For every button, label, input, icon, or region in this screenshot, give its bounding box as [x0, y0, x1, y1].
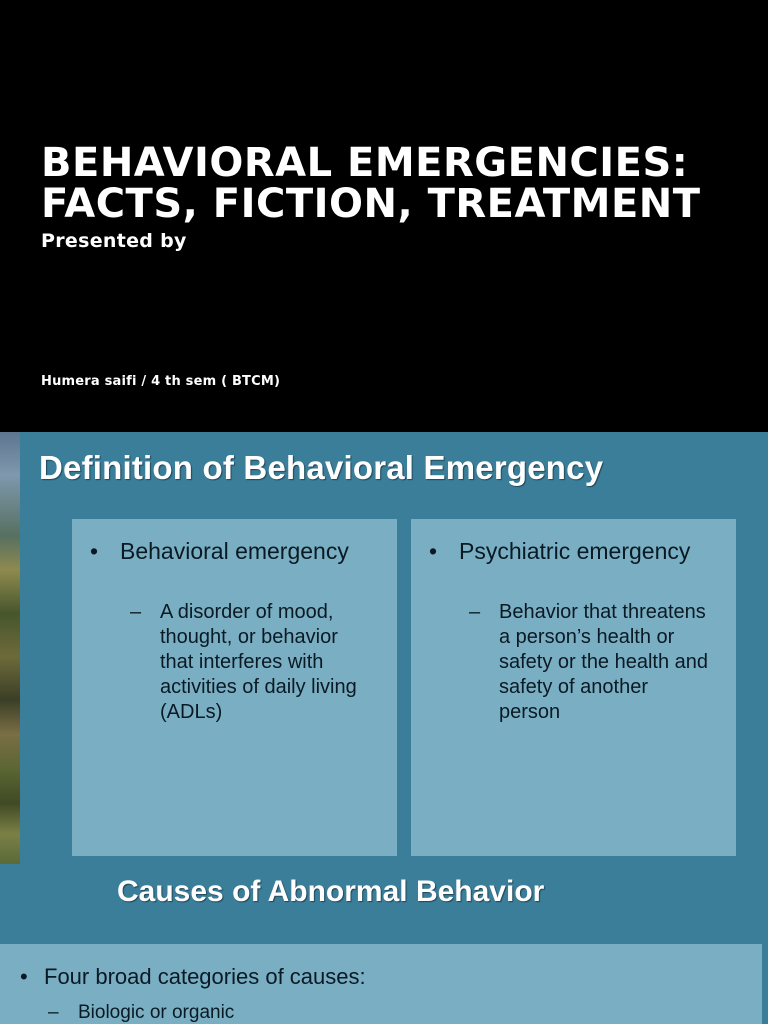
- causes-bullet-text: Four broad categories of causes:: [44, 964, 366, 989]
- panel-sub-bullet: [130, 600, 370, 725]
- dash-marker: –: [130, 601, 142, 623]
- title-line-1: BEHAVIORAL EMERGENCIES:: [41, 140, 689, 186]
- bullet-text: Psychiatric emergency: [459, 538, 691, 564]
- presented-by: Presented by: [41, 230, 187, 252]
- psychiatric-emergency-panel: [411, 519, 736, 856]
- panel-bullet: [429, 537, 699, 566]
- causes-bullet: [20, 963, 366, 991]
- title-line-2: FACTS, FICTION, TREATMENT: [41, 181, 701, 227]
- presentation-title: [41, 140, 701, 227]
- behavioral-emergency-panel: [72, 519, 397, 856]
- bullet-marker: •: [20, 964, 28, 989]
- panel-bullet: [90, 537, 360, 566]
- sub-bullet-text: A disorder of mood, thought, or behavior that interferes with activities of daily living (ADLs): [160, 601, 357, 723]
- panel-sub-bullet: [469, 600, 709, 725]
- bullet-marker: •: [429, 538, 438, 564]
- definition-slide: [0, 432, 768, 1024]
- title-slide: [0, 0, 768, 432]
- definition-heading: Definition of Behavioral Emergency: [39, 449, 604, 486]
- bullet-marker: •: [90, 538, 99, 564]
- background-photo-strip: [0, 432, 20, 864]
- sub-bullet-text: Behavior that threatens a person’s health or safety or the health and safety of another person: [499, 601, 709, 723]
- dash-marker: –: [48, 1002, 59, 1023]
- causes-heading: Causes of Abnormal Behavior: [117, 875, 545, 908]
- causes-sub-bullet: [48, 1001, 234, 1024]
- bullet-text: Behavioral emergency: [120, 538, 349, 564]
- dash-marker: –: [469, 601, 481, 623]
- causes-panel: [0, 944, 762, 1024]
- author-line: Humera saifi / 4 th sem ( BTCM): [41, 374, 281, 389]
- causes-sub-text: Biologic or organic: [78, 1002, 235, 1023]
